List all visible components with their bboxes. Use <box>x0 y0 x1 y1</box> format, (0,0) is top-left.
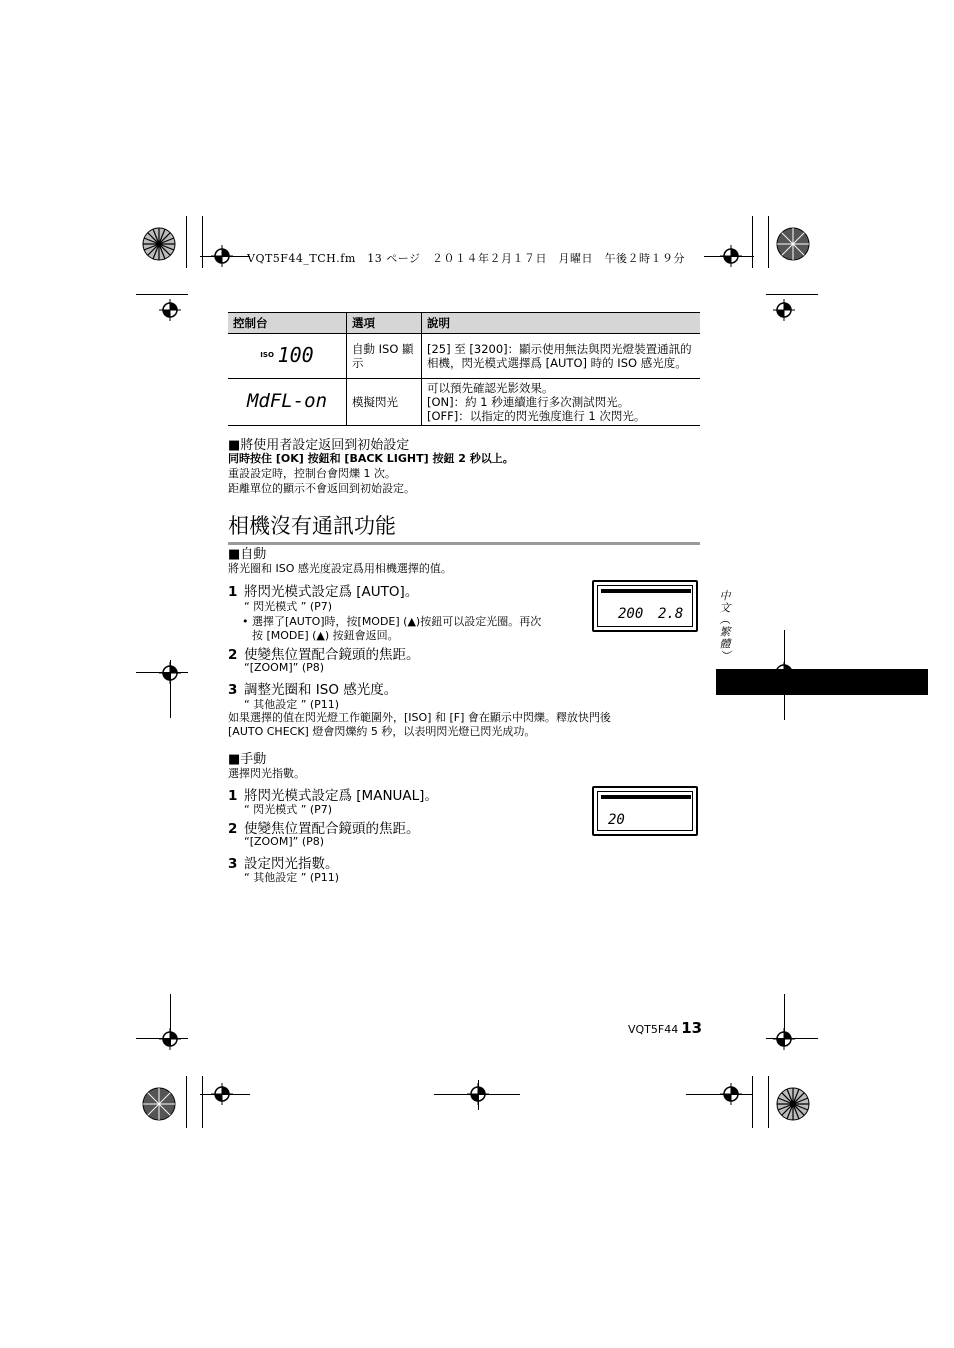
crop-mark <box>752 1076 753 1128</box>
registration-mark-icon <box>159 299 181 321</box>
page-number: 13 <box>681 1019 703 1037</box>
auto-step-1: 1 將閃光模式設定爲 [AUTO]。 <box>228 584 419 600</box>
starburst-target-icon <box>776 1087 810 1121</box>
auto-lcd-illustration <box>592 580 698 632</box>
crop-mark <box>186 1076 187 1128</box>
lcd-iso-readout: 200 <box>618 606 644 622</box>
lcd-guide-number-readout: 20 <box>608 812 625 828</box>
manual-heading: ■手動 <box>228 752 267 767</box>
reset-instruction: 同時按住 [OK] 按鈕和 [BACK LIGHT] 按鈕 2 秒以上。 <box>228 452 514 465</box>
manual-step-3-ref: “ 其他設定 ” (P11) <box>244 871 340 884</box>
registration-mark-icon <box>211 1083 233 1105</box>
crop-mark <box>202 216 203 268</box>
auto-step-3-ref: “ 其他設定 ” (P11) <box>244 698 340 711</box>
registration-mark-icon <box>773 299 795 321</box>
language-side-label: 中文（繁體） <box>718 590 731 662</box>
control-panel-table <box>228 312 700 426</box>
lcd-modeling-flash-value: MdFL-on <box>246 390 328 412</box>
description-cell: 可以預先確認光影效果。 [ON]：約 1 秒連續進行多次測試閃光。 [OFF]：以指定的閃光強度進行 1 次閃光。 <box>422 379 701 426</box>
lcd-mode-bar <box>601 795 691 799</box>
crop-mark <box>768 1076 769 1128</box>
registration-mark-icon <box>159 1028 181 1050</box>
registration-mark-icon <box>720 245 742 267</box>
auto-note-1: 如果選擇的值在閃光燈工作範圍外，[ISO] 和 [F] 會在顯示中閃爍。釋放快門後 <box>228 711 611 724</box>
registration-mark-icon <box>159 662 181 684</box>
description-cell: [25] 至 [3200]：顯示使用無法與閃光燈裝置通訊的相機，閃光模式選擇爲 [AUTO] 時的 ISO 感光度。 <box>422 334 701 379</box>
manual-step-3: 3 設定閃光指數。 <box>228 856 339 872</box>
crop-mark <box>136 294 188 295</box>
section-title: 相機沒有通訊功能 <box>228 510 700 545</box>
lcd-mode-bar <box>601 589 691 593</box>
column-header-description: 說明 <box>422 313 701 334</box>
registration-mark-icon <box>720 1083 742 1105</box>
model-code: VQT5F44 <box>628 1023 679 1036</box>
reset-heading: ■將使用者設定返回到初始設定 <box>228 438 410 453</box>
crop-mark <box>768 216 769 268</box>
starburst-target-icon <box>776 227 810 261</box>
option-cell: 自動 ISO 顯示 <box>347 334 422 379</box>
manual-step-1-ref: “ 閃光模式 ” (P7) <box>244 803 333 816</box>
crop-mark <box>766 294 818 295</box>
registration-mark-icon <box>211 245 233 267</box>
auto-intro: 將光圈和 ISO 感光度設定爲用相機選擇的值。 <box>228 562 452 575</box>
registration-mark-icon <box>467 1083 489 1105</box>
auto-step-3: 3 調整光圈和 ISO 感光度。 <box>228 682 398 698</box>
auto-step-2: 2 使變焦位置配合鏡頭的焦距。 <box>228 647 420 663</box>
crop-mark <box>202 1076 203 1128</box>
reset-note-2: 距離單位的顯示不會返回到初始設定。 <box>228 482 415 495</box>
crop-mark <box>186 216 187 268</box>
crop-mark <box>686 1094 752 1095</box>
lcd-aperture-readout: 2.8 <box>658 606 684 622</box>
auto-heading: ■自動 <box>228 547 267 562</box>
column-header-console: 控制台 <box>228 313 347 334</box>
starburst-target-icon <box>142 1087 176 1121</box>
file-header: VQT5F44_TCH.fm 13 ページ ２０１４年２月１７日 月曜日 午後２時１９分 <box>247 252 686 265</box>
table-row <box>228 379 700 426</box>
auto-step-2-ref: “[ZOOM]” (P8) <box>244 661 325 674</box>
lcd-display-cell <box>228 334 347 379</box>
manual-intro: 選擇閃光指數。 <box>228 767 305 780</box>
option-cell: 模擬閃光 <box>347 379 422 426</box>
table-header-row <box>228 313 700 334</box>
reset-note-1: 重設設定時，控制台會閃爍 1 次。 <box>228 467 396 480</box>
square-bullet-icon: ■ <box>228 438 241 453</box>
starburst-target-icon <box>142 227 176 261</box>
language-tab-bar <box>716 669 928 695</box>
lcd-iso-label: ISO <box>260 350 274 359</box>
manual-step-2: 2 使變焦位置配合鏡頭的焦距。 <box>228 821 420 837</box>
square-bullet-icon: ■ <box>228 547 241 562</box>
column-header-option: 選項 <box>347 313 422 334</box>
auto-step-1-ref: “ 閃光模式 ” (P7) <box>244 600 333 613</box>
square-bullet-icon: ■ <box>228 752 241 767</box>
page-footer <box>628 1019 702 1037</box>
auto-note-2: [AUTO CHECK] 燈會閃爍約 5 秒，以表明閃光燈已閃光成功。 <box>228 725 536 738</box>
auto-step-1-bullet-cont: 按 [MODE] (▲) 按鈕會返回。 <box>252 629 399 642</box>
lcd-iso-value: 100 <box>277 342 314 367</box>
lcd-display-cell <box>228 379 347 426</box>
manual-lcd-illustration <box>592 786 698 836</box>
crop-mark <box>752 216 753 268</box>
registration-mark-icon <box>773 1028 795 1050</box>
manual-step-1: 1 將閃光模式設定爲 [MANUAL]。 <box>228 788 438 804</box>
auto-step-1-bullet: • 選擇了[AUTO]時，按[MODE] (▲)按鈕可以設定光圈。再次 <box>242 615 542 628</box>
table-row <box>228 334 700 379</box>
manual-step-2-ref: “[ZOOM]” (P8) <box>244 835 325 848</box>
